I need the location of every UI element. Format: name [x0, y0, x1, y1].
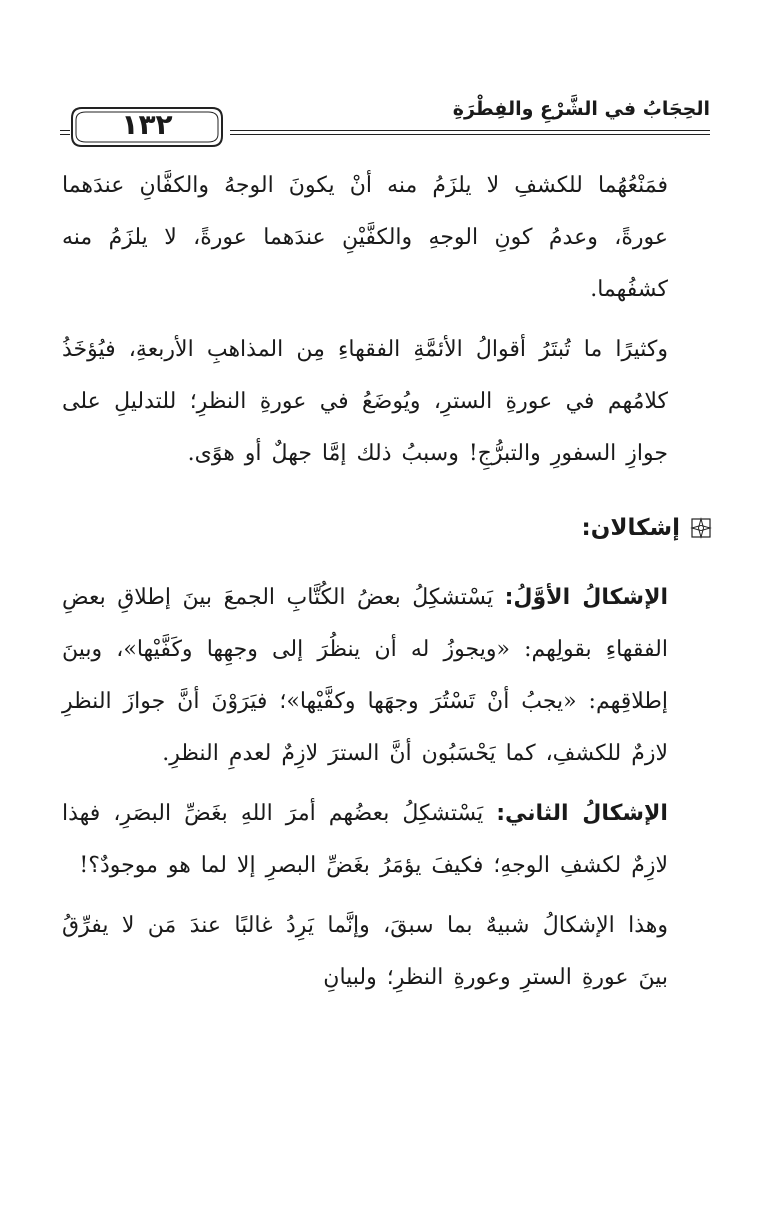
- paragraph-problem-1: [62, 572, 712, 780]
- page-body: [62, 160, 712, 1012]
- paragraph: فمَنْعُهُما للكشفِ لا يلزَمُ منه أنْ يكونَ الوجهُ والكفَّانِ عندَهما عورةً، وعدمُ كونِ الوجهِ والكفَّيْنِ عندَهما عورةً، لا يلزَمُ منه كشفُهما.: [62, 173, 668, 302]
- header-rule: [230, 130, 710, 135]
- problem-text: يَسْتشكِلُ بعضُ الكُتَّابِ الجمعَ بينَ إطلاقِ بعضِ الفقهاءِ بقولِهم: «ويجوزُ له أن ينظُرَ إلى وجهِها وكَفَّيْها»، وبينَ إطلاقِهم: «يجبُ أنْ تَسْتُرَ وجهَها وكفَّيْها»؛ فيَرَوْنَ أنَّ جوازَ النظرِ لازمٌ للكشفِ، كما يَحْسَبُون أنَّ السترَ لازِمٌ لعدمِ النظرِ.: [62, 585, 668, 766]
- section-heading-text: إشكالان:: [581, 515, 680, 541]
- paragraph-problem-2: [62, 788, 712, 892]
- running-title: الحِجَابُ في الشَّرْعِ والفِطْرَةِ: [452, 98, 710, 120]
- ornament-star-icon: [690, 517, 712, 539]
- problem-label: الإشكالُ الأوَّلُ:: [504, 585, 668, 610]
- page-header: [60, 94, 710, 154]
- problem-text: يَسْتشكِلُ بعضُهم أمرَ اللهِ بغَضِّ البصَرِ، فهذا لازِمٌ لكشفِ الوجهِ؛ فكيفَ يؤمَرُ بغَضِّ البصرِ إلا لما هو موجودٌ؟!: [62, 801, 668, 878]
- paragraph: وكثيرًا ما تُبتَرُ أقوالُ الأئمَّةِ الفقهاءِ مِن المذاهبِ الأربعةِ، فيُؤخَذُ كلامُهم في عورةِ السترِ، ويُوضَعُ في عورةِ النظرِ؛ للتدليلِ على جوازِ السفورِ والتبرُّجِ! وسببُ ذلك إمَّا جهلٌ أو هوًى.: [62, 337, 668, 466]
- page-number: ١٣٢: [121, 108, 173, 141]
- paragraph: وهذا الإشكالُ شبيهٌ بما سبقَ، وإنَّما يَرِدُ غالبًا عندَ مَن لا يفرِّقُ بينَ عورةِ السترِ وعورةِ النظرِ؛ ولبيانِ: [62, 913, 668, 990]
- section-heading: [62, 502, 712, 554]
- problem-label: الإشكالُ الثاني:: [496, 801, 668, 826]
- page-number-frame: [68, 104, 226, 150]
